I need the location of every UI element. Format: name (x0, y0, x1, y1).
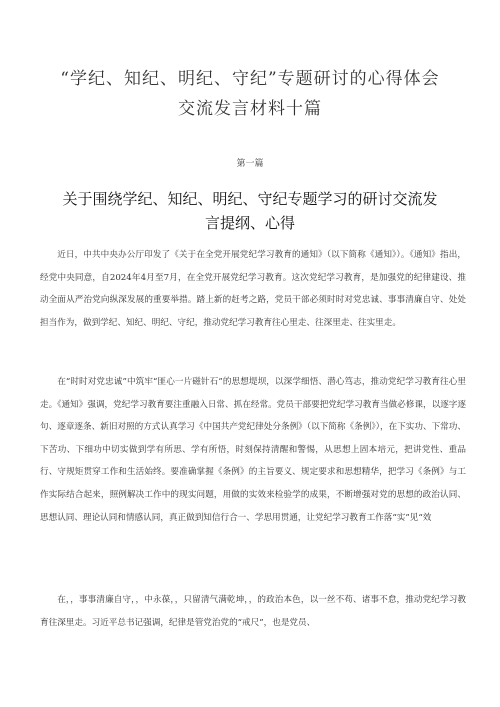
body-paragraph-2: 在“时时对党忠诚”中筑牢“匪心一片磁针石”的思想堤坝，以深学细悟、潜心笃志，推动党纪学习教育往心里走。《通知》强调，党纪学习教育要注重融入日常、抓在经常。党员干部要把党纪学习教育当做必修课，以逐字逐句、逐章逐条、新旧对照的方式认真学习《中国共产党纪律处分条例》（以下简称《条例》），在下实功、下常功、下苦功、下细功中切实做到学有所思、学有所悟，时刻保持清醒和警惕，从思想上固本培元，把讲党性、重品行、守规矩贯穿工作和生活始终。要准确掌握《条例》的主旨要义、规定要求和思想精华，把学习《条例》与工作实际结合起来，照例解决工作中的现实问题，用做的实效来检验学的成果，不断增强对党的思想的政治认同、思想认同、理论认同和情感认同，真正做到知信行合一、学思用贯通，让党纪学习教育工作落“实”见“效 (40, 377, 466, 523)
document-title-line-2: 交流发言材料十篇 (178, 99, 322, 119)
body-paragraph-1: 近日，中共中央办公厅印发了《关于在全党开展党纪学习教育的通知》（以下简称《通知》）。《通知》指出，经党中央同意，自2024年4月至7月，在全党开展党纪学习教育。这次党纪学习教育，是加强党的纪律建设、推动全面从严治党向纵深发展的重要举措。踏上新的赶考之路，党员干部必须时时对党忠诚、事事清廉自守、处处担当作为，做到学纪、知纪、明纪、守纪，推动党纪学习教育往心里走、往深里走、往实里走。 (40, 250, 466, 328)
document-title-line-1: “学纪、知纪、明纪、守纪”专题研讨的心得体会 (60, 69, 440, 89)
section-heading (60, 187, 440, 235)
body-paragraph-3: 在，，事事清廉自守，，中永葆，，只留清气满乾坤，，的政治本色，以一丝不苟、诸事不怠，推动党纪学习教育往深里走。习近平总书记强调，纪律是管党治党的“戒尺”，也是党员、 (40, 595, 466, 628)
document-title (40, 64, 460, 124)
section-label: 第一篇 (236, 159, 264, 169)
section-heading-line-2: 言提纲、心得 (204, 214, 295, 232)
section-heading-line-1: 关于围绕学纪、知纪、明纪、守纪专题学习的研讨交流发 (62, 190, 438, 208)
